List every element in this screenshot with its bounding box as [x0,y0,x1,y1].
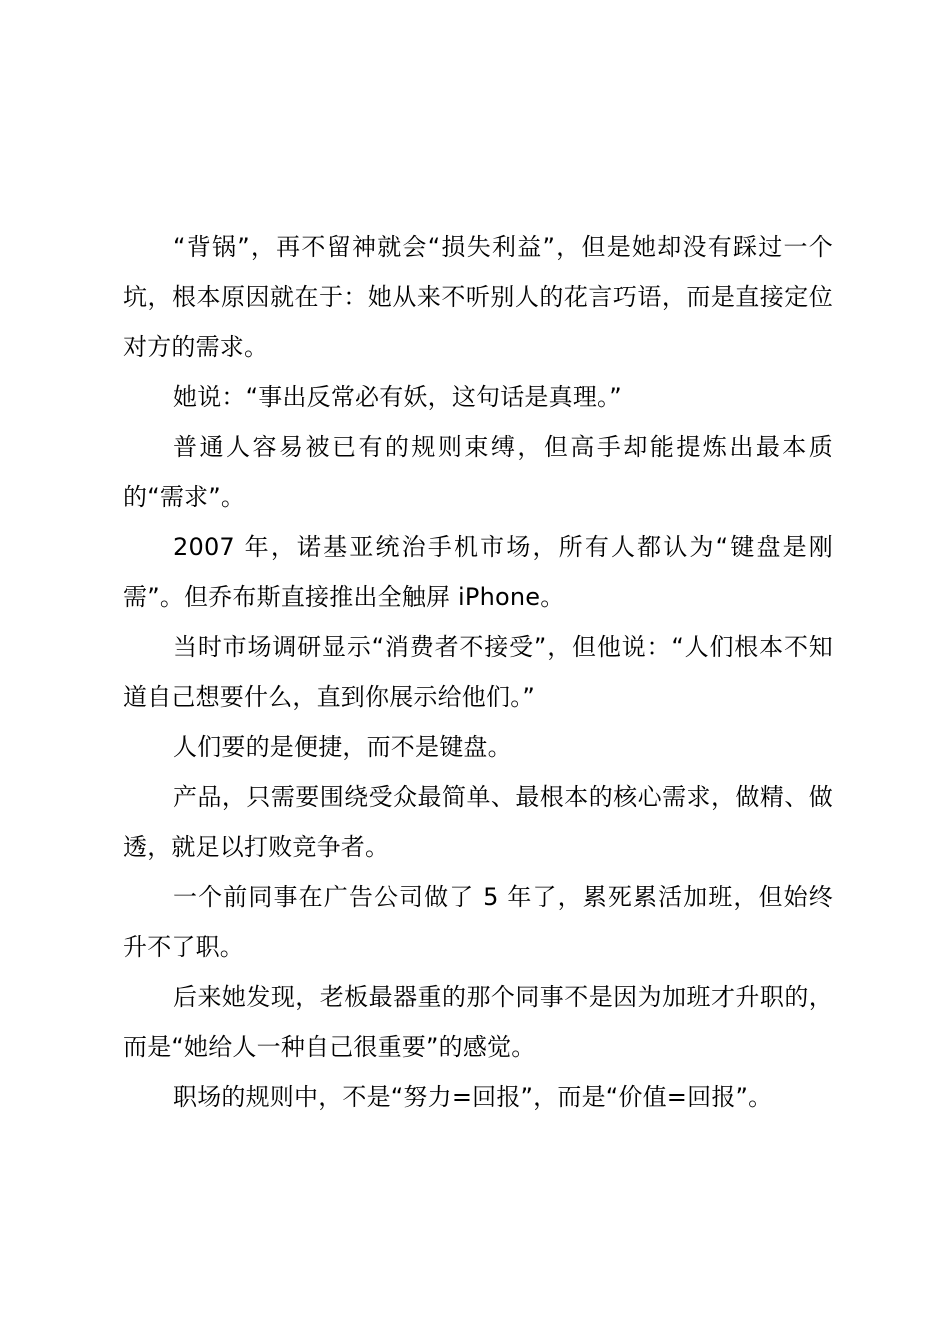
paragraph-convenience: 人们要的是便捷，而不是键盘。 [173,733,512,761]
paragraph-blame-and-needs: “背锅”，再不留神就会“损失利益”，但是她却没有踩过一个坑，根本原因就在于：她从来不听别人的花言巧语，而是直接定位对方的需求。 [123,233,833,361]
paragraph-product-core-needs: 产品，只需要围绕受众最简单、最根本的核心需求，做精、做透，就足以打败竞争者。 [123,783,833,861]
paragraph-quote-anomaly: 她说：“事出反常必有妖，这句话是真理。” [173,383,622,411]
paragraph-essential-needs: 普通人容易被已有的规则束缚，但高手却能提炼出最本质的“需求”。 [123,433,833,511]
paragraph-boss-favorite: 后来她发现，老板最器重的那个同事不是因为加班才升职的，而是“她给人一种自己很重要”的感觉。 [123,983,833,1061]
paragraph-former-colleague: 一个前同事在广告公司做了 5 年了，累死累活加班，但始终升不了职。 [123,883,833,961]
paragraph-workplace-rule: 职场的规则中，不是“努力=回报”，而是“价值=回报”。 [173,1083,773,1111]
document-page [123,222,833,1122]
paragraph-market-research-quote: 当时市场调研显示“消费者不接受”，但他说：“人们根本不知道自己想要什么，直到你展示给他们。” [123,633,833,711]
paragraph-nokia-iphone: 2007 年，诺基亚统治手机市场，所有人都认为“键盘是刚需”。但乔布斯直接推出全触屏 iPhone。 [123,533,833,611]
